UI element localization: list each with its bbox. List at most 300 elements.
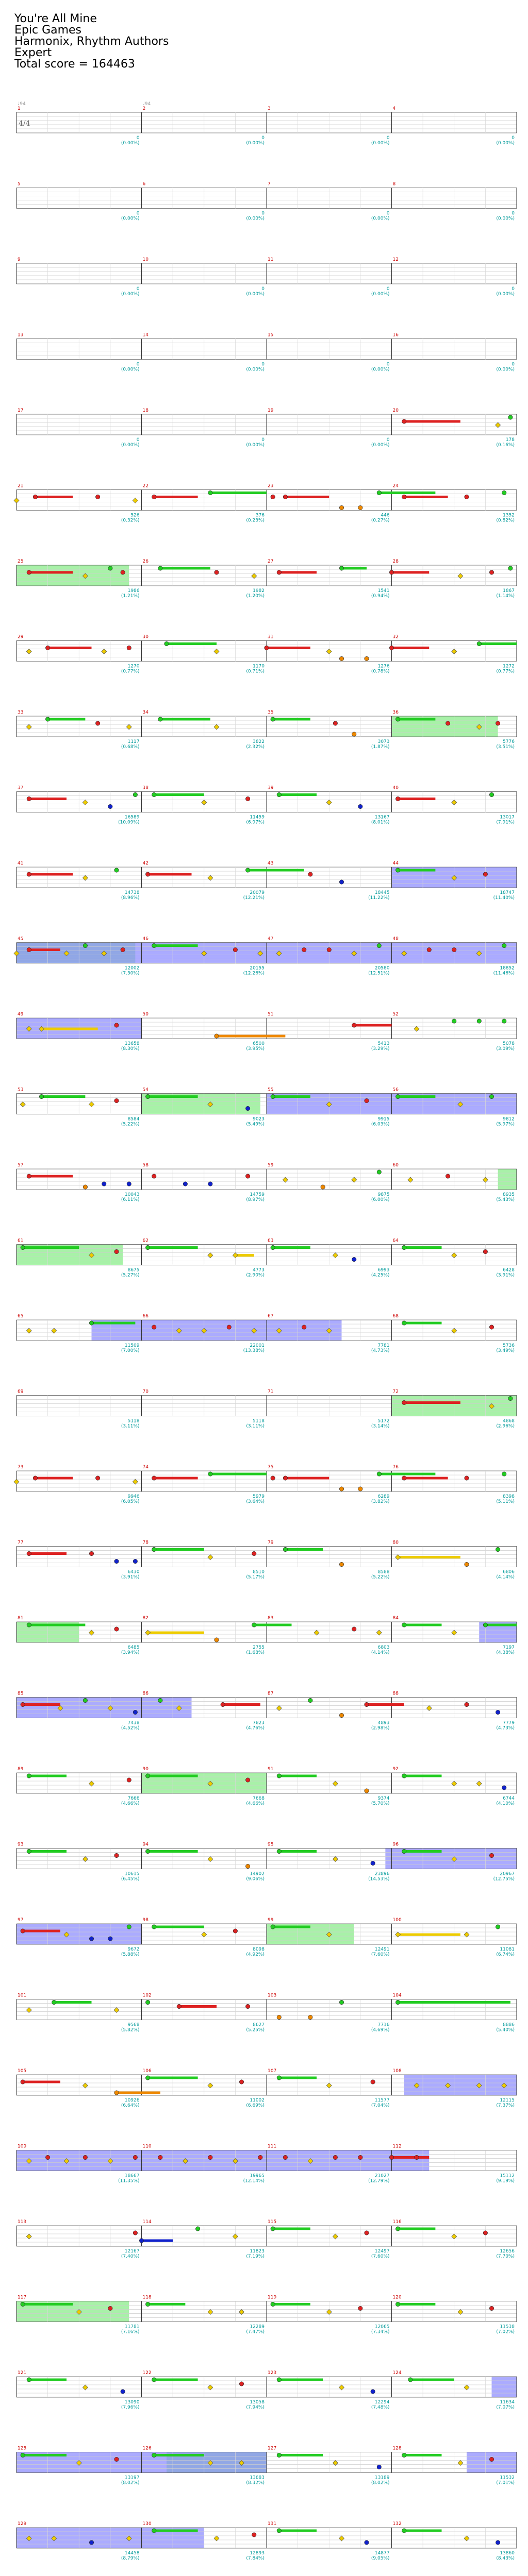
measure-percent: (0.00%) — [121, 216, 140, 222]
drum-note — [271, 717, 275, 721]
note-sustain — [379, 492, 435, 494]
measure-score: 9812 — [503, 1116, 515, 1122]
measure-score: 11459 — [250, 815, 265, 820]
cymbal-note — [26, 2008, 31, 2013]
drum-note — [164, 641, 169, 646]
measure-score: 11577 — [374, 2098, 390, 2103]
note-sustain — [154, 1477, 198, 1480]
drum-note — [133, 792, 137, 796]
cymbal-note — [26, 2234, 31, 2239]
measure-score: 4893 — [377, 1720, 390, 1726]
measure-score: 8098 — [253, 1947, 265, 1952]
drum-note — [258, 2155, 262, 2159]
measure-score: 1170 — [253, 664, 265, 669]
cymbal-note — [89, 1781, 94, 1786]
measure-score: 0 — [512, 135, 515, 141]
drum-note — [502, 1786, 506, 1790]
measure-percent: (0.82%) — [496, 518, 515, 523]
measure-percent: (3.51%) — [496, 744, 515, 750]
drum-note — [446, 1174, 450, 1178]
measure-percent: (0.68%) — [121, 744, 140, 750]
measure-percent: (7.47%) — [246, 2329, 265, 2335]
drum-note — [158, 717, 162, 721]
measure-percent: (11.46%) — [493, 971, 515, 976]
measure-score: 14877 — [374, 2551, 390, 2556]
note-sustain — [23, 1703, 60, 1706]
drum-note — [352, 1023, 356, 1027]
drum-note — [483, 872, 487, 876]
cymbal-note — [208, 875, 213, 880]
measure-percent: (0.00%) — [371, 216, 390, 222]
cymbal-note — [252, 573, 257, 579]
drum-note — [395, 2227, 400, 2231]
drum-note — [395, 717, 400, 721]
measure-score: 20967 — [500, 1871, 515, 1877]
drum-note — [489, 792, 493, 796]
measure-score: 11081 — [500, 1947, 515, 1952]
drum-note — [271, 495, 275, 499]
drum-note — [496, 1925, 500, 1929]
measure-percent: (0.00%) — [246, 367, 265, 372]
measure-score: 0 — [136, 437, 140, 443]
measure-number: 131 — [268, 2521, 277, 2527]
measure-score: 13167 — [374, 815, 390, 820]
measure-number: 77 — [18, 1540, 24, 1546]
note-sustain — [142, 2240, 173, 2242]
measure-percent: (4.52%) — [121, 1725, 140, 1731]
measure-number: 125 — [18, 2446, 27, 2451]
overdrive-section — [16, 1698, 192, 1718]
measure-number: 107 — [268, 2069, 277, 2074]
measure-score: 20079 — [250, 890, 265, 895]
measure-score: 12656 — [500, 2249, 515, 2254]
note-sustain — [398, 1934, 460, 1936]
drum-note — [302, 947, 306, 952]
measure-score: 0 — [136, 362, 140, 367]
note-sustain — [404, 496, 448, 498]
measure-percent: (5.25%) — [246, 2027, 265, 2033]
measure-score: 14902 — [250, 1871, 265, 1877]
measure-score: 178 — [505, 437, 515, 443]
measure-percent: (7.30%) — [121, 971, 140, 976]
drum-note — [271, 1476, 275, 1480]
drum-note — [452, 1019, 456, 1023]
note-sustain — [23, 2303, 73, 2306]
drum-note — [308, 2015, 312, 2019]
measure-number: 94 — [142, 1842, 148, 1848]
measure-percent: (0.00%) — [371, 443, 390, 448]
drum-note — [127, 646, 131, 650]
cymbal-note — [133, 498, 138, 503]
measure-percent: (11.35%) — [118, 2178, 140, 2184]
drum-note — [371, 1861, 375, 1865]
measure-score: 7781 — [377, 1343, 390, 1348]
drum-note — [271, 1094, 275, 1098]
measure-number: 132 — [392, 2521, 402, 2527]
drum-note — [245, 1106, 250, 1110]
drum-note — [21, 2302, 25, 2306]
drum-note — [352, 1627, 356, 1631]
note-sustain — [154, 2379, 198, 2381]
drum-note — [239, 2080, 243, 2084]
measure-number: 93 — [18, 1842, 24, 1848]
note-sustain — [154, 944, 198, 947]
drum-note — [389, 570, 393, 574]
measure-score: 0 — [386, 211, 390, 216]
measure-number: 121 — [18, 2370, 27, 2376]
measure-number: 29 — [18, 634, 24, 640]
measure-percent: (9.06%) — [246, 1876, 265, 1882]
measure-number: 86 — [142, 1691, 148, 1697]
drum-note — [358, 1487, 362, 1491]
drum-note — [502, 1472, 506, 1476]
cymbal-note — [339, 2385, 344, 2390]
measure-percent: (12.21%) — [243, 895, 265, 901]
measure-score: 0 — [512, 362, 515, 367]
drum-note — [271, 1245, 275, 1249]
note-sustain — [404, 1850, 442, 1853]
drum-note — [496, 2540, 500, 2545]
measure-score: 0 — [136, 135, 140, 141]
measure-percent: (8.01%) — [371, 820, 390, 825]
note-sustain — [404, 1477, 448, 1480]
measure-number: 62 — [142, 1238, 148, 1244]
measure-number: 64 — [392, 1238, 399, 1244]
cymbal-note — [233, 2234, 238, 2239]
drum-note — [271, 2227, 275, 2231]
measure-score: 3822 — [253, 739, 265, 744]
cymbal-note — [395, 1932, 401, 1937]
drum-note — [283, 495, 287, 499]
drum-note — [402, 1849, 406, 1853]
drum-note — [277, 570, 281, 574]
cymbal-note — [26, 1328, 31, 1333]
drum-note — [221, 1702, 225, 1706]
measure-score: 5172 — [377, 1418, 390, 1424]
drum-note — [121, 2389, 125, 2394]
measure-percent: (9.19%) — [496, 2178, 515, 2184]
measure-score: 1352 — [503, 513, 515, 518]
note-sustain — [410, 2379, 454, 2381]
measure-percent: (1.20%) — [246, 594, 265, 599]
measure-score: 12002 — [124, 965, 140, 971]
drum-note — [45, 717, 50, 721]
note-sustain — [392, 2156, 430, 2159]
drum-note — [508, 415, 513, 419]
measure-number: 102 — [142, 1993, 152, 1998]
tempo-marker: ♩94 — [18, 101, 26, 107]
measure-score: 11634 — [500, 2400, 515, 2405]
drum-note — [152, 2378, 156, 2382]
time-signature: 4/4 — [19, 120, 30, 128]
cymbal-note — [202, 800, 207, 805]
measure-score: 7823 — [253, 1720, 265, 1726]
measure-percent: (3.95%) — [246, 1046, 265, 1052]
measure-percent: (12.79%) — [368, 2178, 390, 2184]
measure-percent: (8.02%) — [121, 2480, 140, 2486]
note-sustain — [42, 1028, 98, 1030]
measure-number: 113 — [18, 2219, 27, 2225]
measure-percent: (0.78%) — [371, 669, 390, 674]
measure-percent: (0.16%) — [496, 443, 515, 448]
cymbal-note — [208, 2310, 213, 2315]
measure-percent: (0.00%) — [496, 292, 515, 297]
note-sustain — [354, 1024, 392, 1027]
measure-number: 54 — [142, 1087, 148, 1093]
drum-note — [27, 2378, 31, 2382]
drum-note — [365, 656, 369, 660]
measure-number: 28 — [392, 559, 399, 564]
measure-percent: (0.00%) — [246, 443, 265, 448]
measure-number: 99 — [268, 1918, 274, 1923]
cymbal-note — [202, 1932, 207, 1937]
drum-note — [245, 1174, 250, 1178]
drum-note — [402, 2453, 406, 2457]
drum-note — [352, 1257, 356, 1261]
measure-number: 81 — [18, 1616, 24, 1621]
measure-number: 73 — [18, 1465, 24, 1470]
measure-number: 88 — [392, 1691, 399, 1697]
cymbal-note — [458, 573, 463, 579]
note-sustain — [148, 873, 192, 876]
drum-note — [427, 947, 431, 952]
measure-number: 27 — [268, 559, 274, 564]
measure-score: 5776 — [503, 739, 515, 744]
measure-score: 11002 — [250, 2098, 265, 2103]
note-sustain — [54, 2001, 92, 2004]
drum-note — [145, 1245, 150, 1249]
measure-percent: (7.40%) — [121, 2254, 140, 2259]
drum-note — [27, 947, 31, 952]
measure-number: 84 — [392, 1616, 399, 1621]
drum-note — [152, 1476, 156, 1480]
measure-percent: (8.96%) — [121, 895, 140, 901]
measure-percent: (0.23%) — [246, 518, 265, 523]
drum-note — [358, 2306, 362, 2310]
measure-number: 12 — [392, 257, 399, 262]
measure-number: 47 — [268, 936, 274, 942]
cymbal-note — [82, 2083, 88, 2088]
measure-number: 60 — [392, 1163, 399, 1168]
drum-note — [402, 1476, 406, 1480]
cymbal-note — [314, 1630, 319, 1635]
measure-number: 82 — [142, 1616, 148, 1621]
measure-number: 95 — [268, 1842, 274, 1848]
cymbal-note — [52, 1328, 57, 1333]
note-sustain — [279, 1850, 317, 1853]
drum-note — [277, 792, 281, 796]
drum-note — [21, 1245, 25, 1249]
cymbal-note — [233, 1253, 238, 1258]
measure-number: 103 — [268, 1993, 277, 1998]
measure-number: 85 — [18, 1691, 24, 1697]
measure-percent: (3.11%) — [246, 1423, 265, 1429]
measure-percent: (1.68%) — [246, 1650, 265, 1655]
measure-score: 14738 — [124, 890, 140, 895]
drum-note — [496, 721, 500, 725]
drum-note — [102, 1182, 106, 1186]
measure-score: 11823 — [250, 2249, 265, 2254]
drum-note — [52, 2000, 56, 2004]
measure-score: 0 — [386, 437, 390, 443]
drum-note — [127, 1778, 131, 1782]
cymbal-note — [333, 2461, 338, 2466]
measure-percent: (7.34%) — [371, 2329, 390, 2335]
cymbal-note — [333, 1781, 338, 1786]
measure-percent: (7.84%) — [246, 2556, 265, 2561]
note-sustain — [35, 1477, 73, 1480]
note-sustain — [154, 793, 204, 796]
drum-note — [402, 2529, 406, 2533]
measure-number: 4 — [392, 106, 396, 111]
measure-percent: (6.00%) — [371, 1197, 390, 1202]
note-sustain — [154, 2454, 204, 2456]
drum-note — [152, 792, 156, 796]
note-sustain — [29, 873, 73, 876]
measure-number: 124 — [392, 2370, 402, 2376]
note-sustain — [392, 571, 430, 574]
measure-percent: (4.73%) — [371, 1348, 390, 1353]
measure-number: 74 — [142, 1465, 148, 1470]
drum-note — [208, 2155, 212, 2159]
measure-number: 42 — [142, 861, 148, 866]
drum-note — [133, 1559, 137, 1563]
solo-section — [498, 1169, 517, 1190]
note-sustain — [479, 642, 517, 645]
measure-percent: (5.22%) — [121, 1122, 140, 1127]
drum-note — [127, 1925, 131, 1929]
measure-number: 66 — [142, 1314, 148, 1319]
measure-percent: (6.05%) — [121, 1499, 140, 1504]
measure-percent: (8.32%) — [246, 2480, 265, 2486]
drum-note — [277, 2529, 281, 2533]
measure-score: 376 — [255, 513, 265, 518]
note-sustain — [398, 1556, 460, 1558]
note-sustain — [48, 647, 92, 649]
tempo-marker: ♩94 — [142, 101, 151, 107]
measure-percent: (0.00%) — [121, 443, 140, 448]
cymbal-note — [452, 649, 457, 654]
measure-percent: (6.03%) — [371, 1122, 390, 1127]
measure-percent: (5.49%) — [246, 1122, 265, 1127]
note-sustain — [154, 496, 198, 498]
drum-note — [21, 2080, 25, 2084]
cymbal-note — [208, 1857, 213, 1862]
drum-note — [139, 2239, 143, 2243]
drum-note — [395, 2302, 400, 2306]
measure-number: 37 — [18, 785, 24, 791]
measure-percent: (4.69%) — [371, 2027, 390, 2033]
note-sustain — [398, 2228, 436, 2230]
measure-percent: (7.07%) — [496, 2405, 515, 2410]
note-sustain — [404, 1624, 442, 1626]
cymbal-note — [133, 1479, 138, 1484]
measure-number: 52 — [392, 1012, 399, 1017]
measure-percent: (4.10%) — [496, 1801, 515, 1806]
measure-percent: (4.14%) — [371, 1650, 390, 1655]
measure-score: 0 — [261, 437, 265, 443]
measure-percent: (4.73%) — [496, 1725, 515, 1731]
measure-score: 5118 — [253, 1418, 265, 1424]
measure-number: 111 — [268, 2144, 277, 2149]
measure-number: 48 — [392, 936, 399, 942]
measure-percent: (0.00%) — [496, 367, 515, 372]
note-sustain — [398, 1095, 436, 1098]
measure-number: 43 — [268, 861, 274, 866]
drum-note — [252, 2533, 256, 2537]
measure-number: 9 — [18, 257, 21, 262]
measure-percent: (3.82%) — [371, 1499, 390, 1504]
measure-number: 110 — [142, 2144, 152, 2149]
measure-number: 67 — [268, 1314, 274, 1319]
note-sustain — [210, 1473, 267, 1476]
drum-note — [45, 646, 50, 650]
measure-percent: (4.76%) — [246, 1725, 265, 1731]
measure-number: 39 — [268, 785, 274, 791]
drum-note — [358, 2155, 362, 2159]
cymbal-note — [452, 1253, 457, 1258]
drum-note — [245, 1864, 250, 1868]
note-sustain — [29, 2379, 67, 2381]
measure-percent: (3.91%) — [496, 1273, 515, 1278]
measure-score: 21027 — [374, 2173, 390, 2179]
drum-note — [402, 1774, 406, 1778]
note-sustain — [398, 718, 436, 721]
measure-percent: (0.00%) — [121, 367, 140, 372]
note-sustain — [404, 1246, 442, 1249]
measure-number: 57 — [18, 1163, 24, 1168]
measure-score: 446 — [381, 513, 390, 518]
note-sustain — [148, 1246, 198, 1249]
note-sustain — [273, 2303, 310, 2306]
measure-score: 6993 — [377, 1267, 390, 1273]
cymbal-note — [483, 1177, 488, 1182]
drum-note — [27, 1551, 31, 1555]
measure-percent: (7.01%) — [496, 2480, 515, 2486]
drum-note — [39, 1094, 43, 1098]
measure-percent: (5.27%) — [121, 1273, 140, 1278]
drum-note — [496, 1710, 500, 1714]
measure-number: 23 — [268, 483, 274, 489]
drum-note — [365, 1789, 369, 1793]
cymbal-note — [89, 1630, 94, 1635]
drum-note — [145, 1094, 150, 1098]
measure-percent: (5.70%) — [371, 1801, 390, 1806]
measure-percent: (0.00%) — [496, 141, 515, 146]
measure-score: 4773 — [253, 1267, 265, 1273]
drum-note — [389, 646, 393, 650]
drum-note — [489, 570, 493, 574]
drum-note — [358, 505, 362, 510]
measure-score: 9568 — [127, 2022, 140, 2028]
drum-note — [233, 1929, 237, 1933]
measure-number: 13 — [18, 332, 24, 338]
measure-percent: (0.32%) — [121, 518, 140, 523]
drum-note — [483, 1623, 487, 1627]
measure-percent: (8.02%) — [371, 2480, 390, 2486]
measure-score: 20155 — [250, 965, 265, 971]
note-sustain — [404, 420, 460, 423]
drum-note — [395, 2000, 400, 2004]
measure-score: 5413 — [377, 1041, 390, 1046]
cymbal-note — [464, 2536, 469, 2541]
measure-number: 65 — [18, 1314, 24, 1319]
drum-note — [183, 1182, 187, 1186]
measure-number: 5 — [18, 181, 21, 187]
drum-note — [483, 1249, 487, 1253]
measure-number: 16 — [392, 332, 399, 338]
note-sustain — [29, 1624, 85, 1626]
